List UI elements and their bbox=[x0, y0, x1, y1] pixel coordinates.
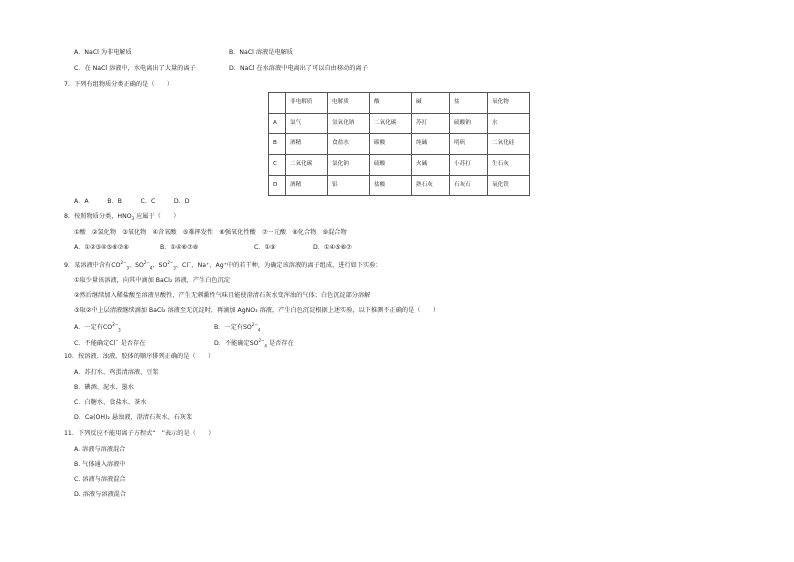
table-cell: 石灰石 bbox=[450, 175, 488, 196]
table-cell: 酒精 bbox=[286, 175, 328, 196]
table-row bbox=[269, 155, 530, 176]
q9-stem-part: 、Cl bbox=[175, 262, 189, 270]
q8-items: ①酸 ②氢化物 ③氧化物 ④含氧酸 ⑤难挥发性 ⑥强氧化性酸 ⑦一元酸 ⑧化合物 ⑨混合物 bbox=[74, 229, 347, 236]
q7-classification-table bbox=[268, 92, 530, 196]
q9-superscript: 2− bbox=[258, 338, 265, 343]
q9-step-1: ①取少量该溶液，向其中滴加 BaCl₂ 溶液，产生白色沉淀 bbox=[74, 277, 230, 284]
table-cell: 熟石灰 bbox=[412, 175, 450, 196]
q10-option-a: A．苏打水、鸡蛋清溶液、豆浆 bbox=[74, 369, 159, 376]
q9-subscript: 3 bbox=[173, 265, 176, 271]
q10-option-d: D．Ca(OH)₂ 悬浊液、澄清石灰水、石灰浆 bbox=[74, 414, 193, 421]
table-row bbox=[269, 175, 530, 196]
q9-step-3: ③取②中上层清液继续滴加 BaCl₂ 溶液至无沉淀时，再滴加 AgNO₃ 溶液，产生白色沉淀根据上述实验，以下推测不正确的是（ ） bbox=[74, 307, 440, 314]
q9-option-a bbox=[74, 323, 121, 332]
q8-stem bbox=[64, 214, 179, 221]
table-header-row bbox=[269, 93, 530, 114]
q9-stem bbox=[64, 261, 382, 270]
table-header-cell: 盐 bbox=[450, 93, 488, 114]
table-header-cell: 非电解质 bbox=[286, 93, 328, 114]
q9-option-c-text: C．不能确定Cl bbox=[74, 340, 116, 348]
q6-option-b: B．NaCl 溶液是电解质 bbox=[229, 49, 293, 56]
q9-superscript: 2− bbox=[143, 260, 150, 265]
table-cell: 小苏打 bbox=[450, 155, 488, 176]
q9-option-d-text: 是否存在 bbox=[266, 340, 294, 348]
q8-stem-text: 8．按照物质分类，HNO bbox=[64, 213, 132, 220]
q11-stem: 11．下列反应不能用离子方程式“ ”表示的是（ ） bbox=[64, 430, 215, 437]
q9-subscript: 3 bbox=[126, 265, 129, 271]
q8-option-b: B．①④⑥⑦⑧ bbox=[160, 244, 199, 251]
table-cell: 氢氧化钠 bbox=[328, 113, 370, 134]
table-cell: 明矾 bbox=[450, 134, 488, 155]
table-cell: 二氧化碳 bbox=[370, 113, 412, 134]
q7-options: A．A B．B C．C D．D bbox=[74, 198, 190, 205]
q10-option-c: C．白糖水、食盐水、茶水 bbox=[74, 399, 147, 406]
q9-option-d bbox=[214, 339, 294, 348]
table-cell: 苏打 bbox=[412, 113, 450, 134]
q7-stem: 7．下列有组物质分类正确的是（ ） bbox=[64, 81, 174, 88]
table-header-cell: 氧化物 bbox=[488, 93, 530, 114]
table-cell: 酒精 bbox=[286, 134, 328, 155]
q6-option-a: A．NaCl 为非电解质 bbox=[74, 49, 132, 56]
table-header-cell: 酸 bbox=[370, 93, 412, 114]
table-cell: 纯碱 bbox=[412, 134, 450, 155]
q9-option-b bbox=[214, 323, 260, 332]
q9-option-a-text: A．一定有CO bbox=[74, 324, 113, 332]
q9-superscript: 2− bbox=[112, 322, 119, 327]
table-cell: D bbox=[269, 175, 286, 196]
q8-option-c: C．①⑨ bbox=[254, 244, 276, 251]
q10-stem: 10．按溶液、浊液、胶体的顺序排列正确的是（ ） bbox=[64, 353, 215, 360]
table-header-cell bbox=[269, 93, 286, 114]
table-cell: 硫酸 bbox=[370, 155, 412, 176]
table-cell: 氯化钠 bbox=[328, 155, 370, 176]
table-cell: 氧化铁 bbox=[488, 175, 530, 196]
q11-option-b: B. 气体通入溶液中 bbox=[74, 461, 126, 468]
q10-option-b: B．碘酒、泥水、墨水 bbox=[74, 384, 134, 391]
table-cell: 二氧化硅 bbox=[488, 134, 530, 155]
q9-subscript: 4 bbox=[149, 265, 153, 271]
q11-option-c: C. 溶液与溶液混合 bbox=[74, 476, 126, 483]
q9-option-d-text: D．不能确定SO bbox=[214, 340, 259, 348]
q9-stem-part: 、SO bbox=[128, 262, 144, 270]
q9-option-b-text: B．一定有SO bbox=[214, 324, 252, 332]
table-row bbox=[269, 113, 530, 134]
table-cell: 硫酸钠 bbox=[450, 113, 488, 134]
q9-subscript: 3 bbox=[118, 327, 121, 333]
q9-option-c-text: 是否存在 bbox=[118, 340, 146, 348]
q8-stem-end: 应属于（ ） bbox=[134, 213, 180, 220]
q11-option-a: A. 溶液与溶液混合 bbox=[74, 446, 126, 453]
table-cell: 生石灰 bbox=[488, 155, 530, 176]
q8-stem-subscript: 3 bbox=[131, 216, 135, 222]
table-cell: 铝 bbox=[328, 175, 370, 196]
table-cell: 火碱 bbox=[412, 155, 450, 176]
table-cell: 食盐水 bbox=[328, 134, 370, 155]
table-cell: A bbox=[269, 113, 286, 134]
q9-superscript: 2− bbox=[120, 260, 127, 265]
table-cell: 碳酸 bbox=[370, 134, 412, 155]
q9-superscript: 2− bbox=[251, 322, 258, 327]
table-header-cell: 碱 bbox=[412, 93, 450, 114]
table-row bbox=[269, 134, 530, 155]
table-cell: C bbox=[269, 155, 286, 176]
table-cell: 二氧化碳 bbox=[286, 155, 328, 176]
q8-option-d: D．①④⑤⑥⑦ bbox=[313, 244, 352, 251]
q9-stem-part: 、SO bbox=[152, 262, 168, 270]
q9-subscript: 4 bbox=[264, 343, 267, 349]
table-cell: 氯气 bbox=[286, 113, 328, 134]
q9-stem-part: 9．某溶液中含有CO bbox=[64, 262, 121, 270]
q9-stem-part: 、Na⁺、Ag⁺中的若干种，为确定该溶液的离子组成，进行如下实验： bbox=[191, 262, 382, 270]
q6-option-c: C．在 NaCl 溶液中，水电离出了大量的离子 bbox=[74, 65, 196, 72]
q9-subscript: 4 bbox=[257, 327, 261, 333]
q6-option-d: D．NaCl 在水溶液中电离出了可以自由移动的离子 bbox=[229, 65, 368, 72]
q9-step-2: ②然后继续加入稀盐酸至溶液呈酸性，产生无刺激性气味且能使澄清石灰水变浑浊的气体；白色沉淀部分溶解 bbox=[74, 292, 371, 299]
q8-option-a: A．①②③④⑤⑥⑦⑧ bbox=[74, 244, 129, 251]
table-cell: 水 bbox=[488, 113, 530, 134]
q9-superscript: − bbox=[188, 260, 192, 265]
table-cell: 盐酸 bbox=[370, 175, 412, 196]
q9-option-c bbox=[74, 339, 145, 347]
q9-superscript: 2− bbox=[167, 260, 174, 265]
q11-option-d: D. 溶液与溶液混合 bbox=[74, 491, 127, 498]
table-header-cell: 电解质 bbox=[328, 93, 370, 114]
q9-superscript: − bbox=[115, 338, 119, 343]
table-cell: B bbox=[269, 134, 286, 155]
